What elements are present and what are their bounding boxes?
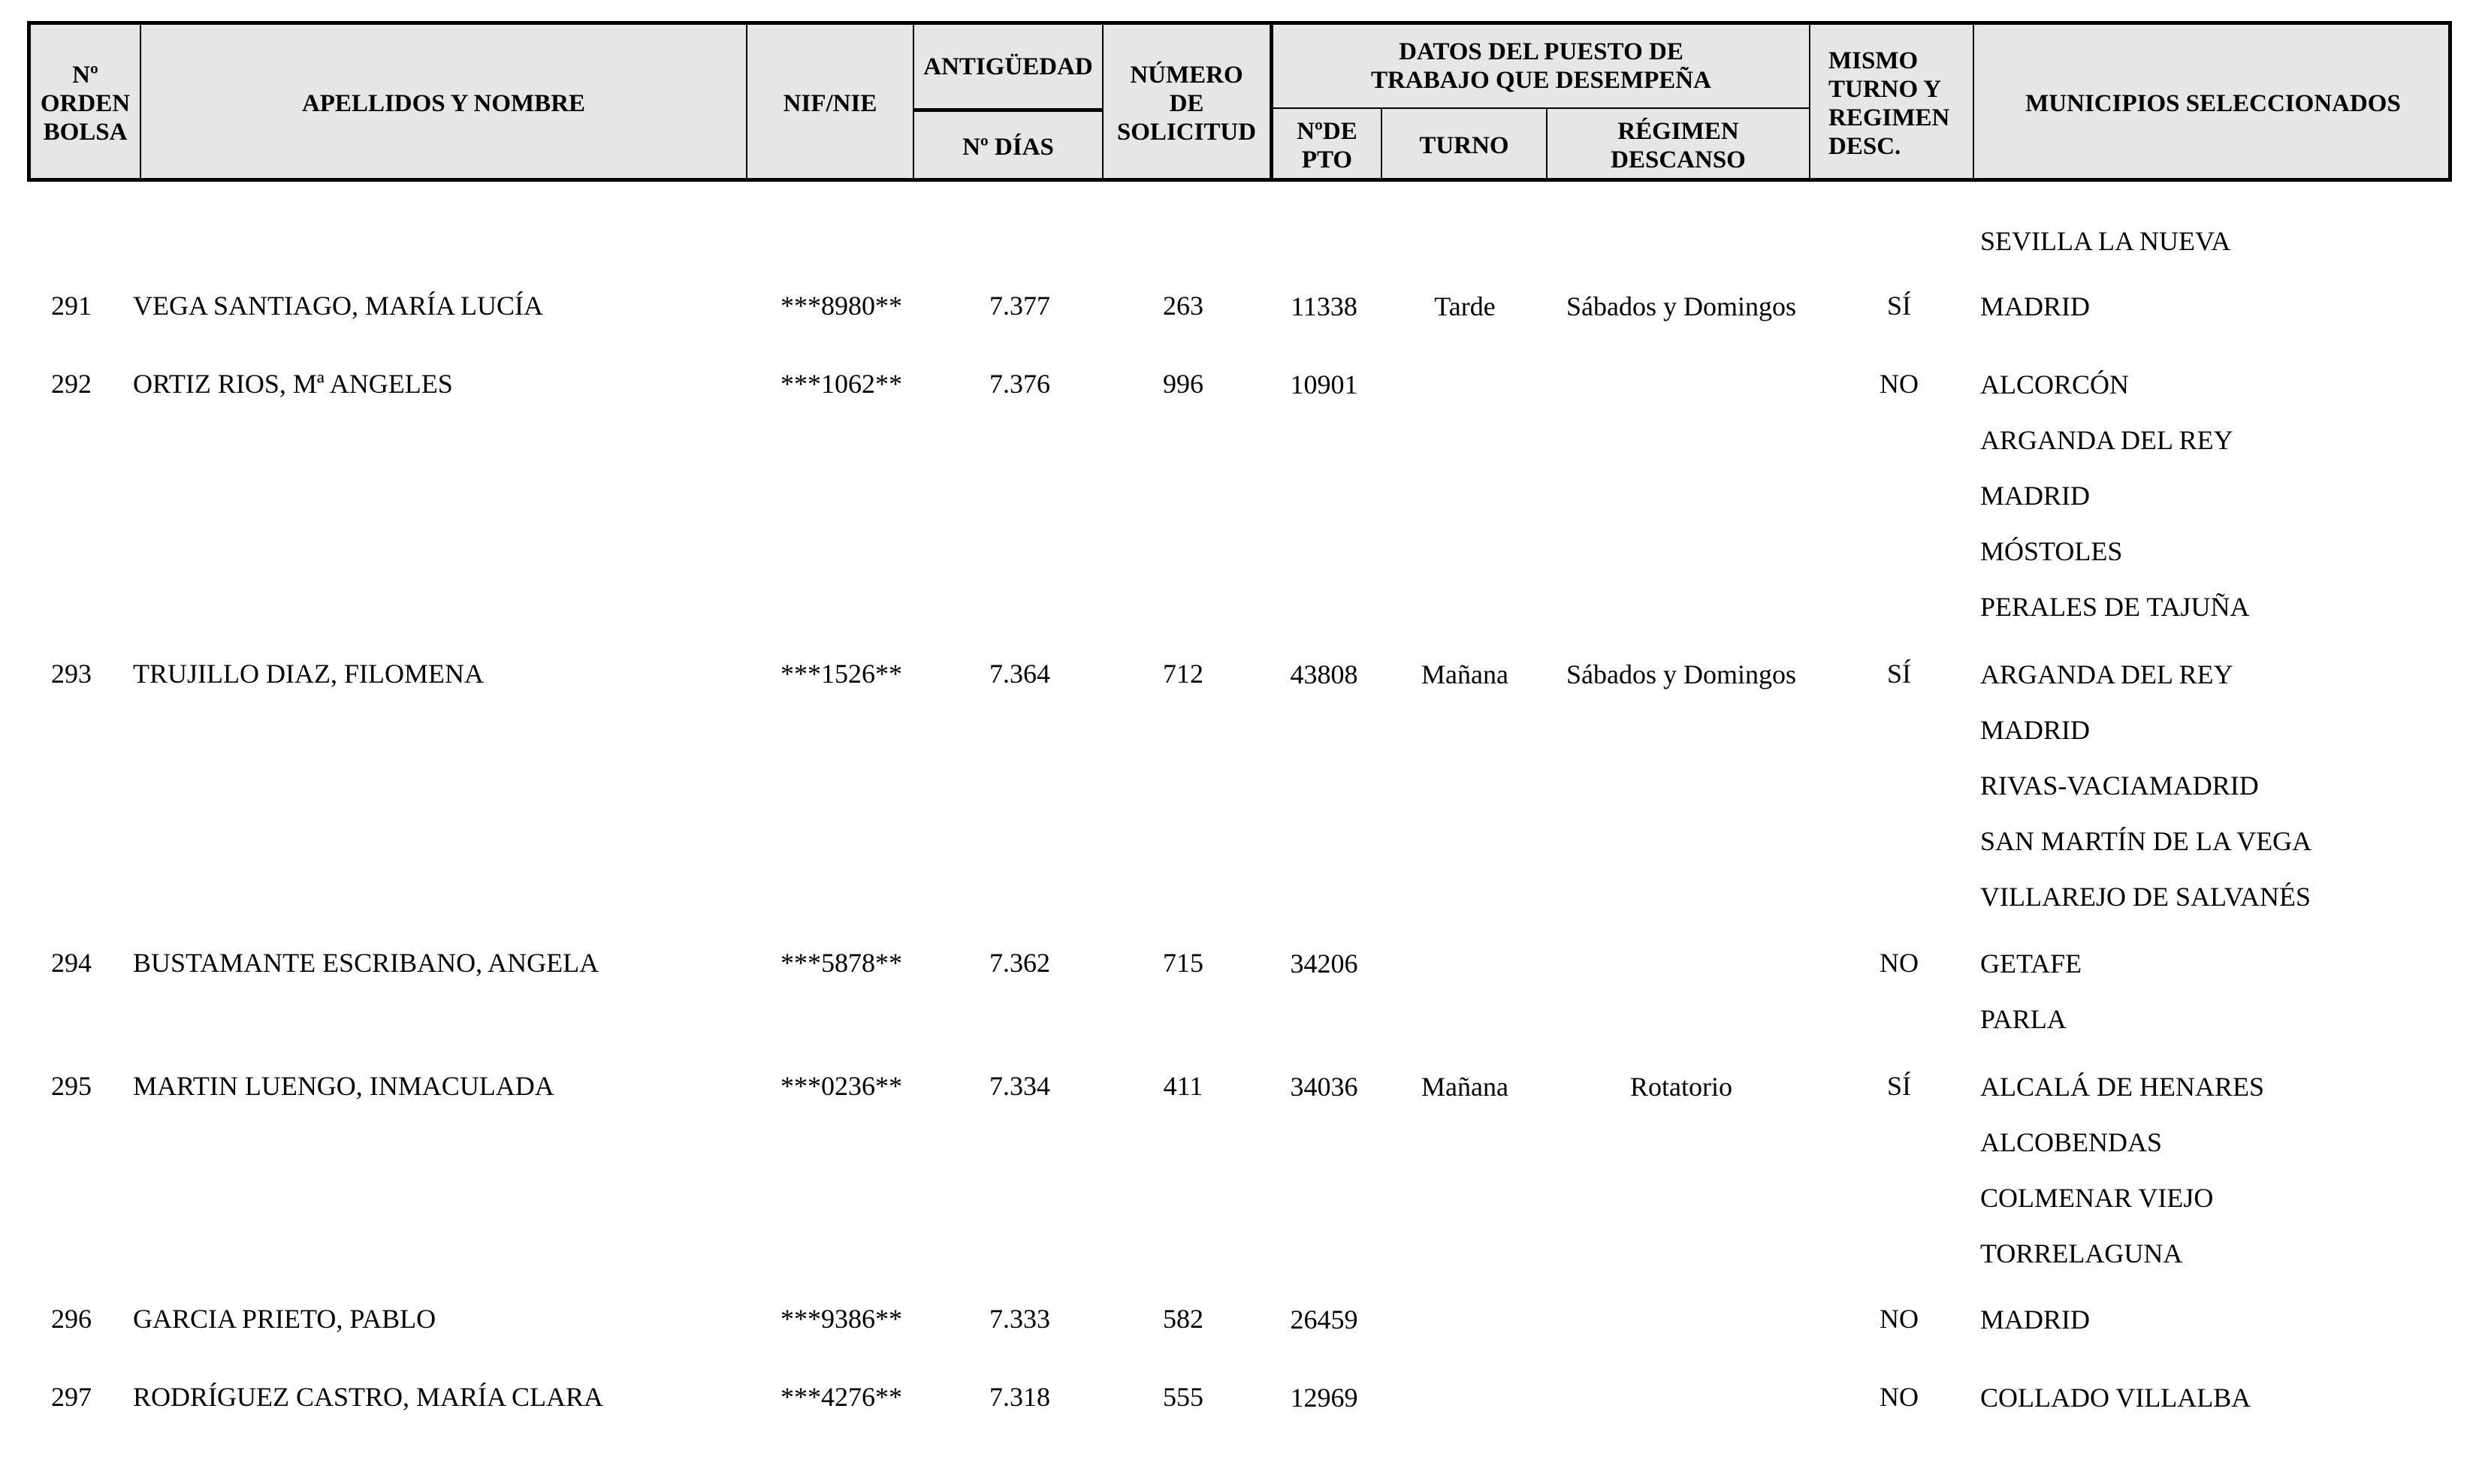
num-dias: 7.377 [989, 291, 1050, 321]
mismo-turno: SÍ [1886, 291, 1911, 321]
num-dias: 7.333 [989, 1304, 1050, 1334]
num-pto: 26459 [1290, 1305, 1358, 1335]
num-solicitud: 996 [1163, 369, 1203, 399]
num-solicitud: 411 [1163, 1071, 1203, 1101]
municipio: ALCORCÓN [1980, 369, 2130, 400]
num-solicitud: 582 [1163, 1304, 1203, 1334]
orden-bolsa: 292 [51, 369, 92, 399]
table-header [27, 21, 2452, 182]
regimen-descanso: Sábados y Domingos [1566, 291, 1796, 321]
mismo-turno: SÍ [1886, 1071, 1911, 1101]
municipio: RIVAS-VACIAMADRID [1980, 771, 2259, 801]
municipio: MÓSTOLES [1980, 536, 2123, 566]
turno: Mañana [1421, 659, 1508, 689]
num-pto: 10901 [1290, 369, 1358, 400]
header-dias: Nº DÍAS [962, 133, 1054, 161]
apellidos-nombre: TRUJILLO DIAZ, FILOMENA [133, 659, 484, 689]
municipio: COLMENAR VIEJO [1980, 1183, 2214, 1213]
header-mismo-turno: MISMO TURNO Y REGIMEN DESC. [1828, 47, 1950, 160]
header-pto: NºDE PTO [1297, 117, 1357, 173]
apellidos-nombre: MARTIN LUENGO, INMACULADA [133, 1071, 554, 1101]
header-antiguedad: ANTIGÜEDAD [923, 53, 1093, 80]
municipio: ARGANDA DEL REY [1980, 659, 2233, 689]
num-dias: 7.334 [989, 1071, 1050, 1101]
num-solicitud: 555 [1163, 1382, 1203, 1412]
num-solicitud: 715 [1163, 948, 1203, 978]
municipio: ALCOBENDAS [1980, 1127, 2163, 1157]
nif-nie: ***1062** [781, 369, 902, 399]
orden-bolsa: 295 [51, 1071, 92, 1101]
municipio: GETAFE [1980, 949, 2082, 979]
mismo-turno: NO [1880, 1382, 1919, 1412]
num-pto: 11338 [1291, 291, 1357, 321]
header-municipios: MUNICIPIOS SELECCIONADOS [2025, 89, 2401, 117]
header-datos-puesto: DATOS DEL PUESTO DE TRABAJO QUE DESEMPEÑA [1371, 38, 1711, 94]
regimen-descanso: Sábados y Domingos [1566, 659, 1796, 689]
num-pto: 12969 [1290, 1383, 1358, 1413]
turno: Tarde [1434, 291, 1496, 321]
apellidos-nombre: VEGA SANTIAGO, MARÍA LUCÍA [133, 291, 543, 321]
municipio: COLLADO VILLALBA [1980, 1383, 2251, 1413]
municipio: ALCALÁ DE HENARES [1980, 1072, 2264, 1102]
apellidos-nombre: BUSTAMANTE ESCRIBANO, ANGELA [133, 948, 599, 978]
municipio: PARLA [1980, 1004, 2067, 1034]
apellidos-nombre: RODRÍGUEZ CASTRO, MARÍA CLARA [133, 1382, 604, 1412]
nif-nie: ***1526** [781, 659, 902, 689]
municipio: VILLAREJO DE SALVANÉS [1980, 882, 2311, 912]
mismo-turno: NO [1880, 369, 1919, 399]
header-turno: TURNO [1419, 131, 1509, 159]
num-solicitud: 712 [1163, 659, 1203, 689]
orden-bolsa: 293 [51, 659, 92, 689]
apellidos-nombre: ORTIZ RIOS, Mª ANGELES [133, 369, 453, 399]
apellidos-nombre: GARCIA PRIETO, PABLO [133, 1304, 436, 1334]
header-regimen: RÉGIMEN DESCANSO [1611, 117, 1746, 173]
nif-nie: ***4276** [781, 1382, 902, 1412]
num-pto: 34036 [1290, 1072, 1358, 1102]
mismo-turno: NO [1880, 948, 1919, 978]
municipio: MADRID [1980, 291, 2091, 321]
municipio: TORRELAGUNA [1980, 1238, 2183, 1268]
header-apellidos: APELLIDOS Y NOMBRE [301, 89, 586, 117]
header-nif: NIF/NIE [783, 89, 877, 117]
mismo-turno: NO [1880, 1304, 1919, 1334]
nif-nie: ***0236** [781, 1071, 902, 1101]
num-pto: 34206 [1290, 949, 1358, 979]
carryover-municipio: SEVILLA LA NUEVA [1980, 226, 2231, 256]
orden-bolsa: 294 [51, 948, 92, 978]
orden-bolsa: 291 [51, 291, 92, 321]
municipio: MADRID [1980, 715, 2091, 745]
num-dias: 7.364 [989, 659, 1050, 689]
nif-nie: ***8980** [781, 291, 902, 321]
nif-nie: ***5878** [781, 948, 902, 978]
num-dias: 7.318 [989, 1382, 1050, 1412]
mismo-turno: SÍ [1886, 659, 1911, 689]
municipio: ARGANDA DEL REY [1980, 425, 2233, 455]
orden-bolsa: 297 [51, 1382, 92, 1412]
header-numero-solicitud: NÚMERO DE SOLICITUD [1116, 61, 1257, 146]
municipio: PERALES DE TAJUÑA [1980, 592, 2250, 622]
num-dias: 7.362 [989, 948, 1050, 978]
header-orden: Nº ORDEN BOLSA [40, 61, 131, 146]
num-dias: 7.376 [989, 369, 1050, 399]
municipio: SAN MARTÍN DE LA VEGA [1980, 826, 2312, 856]
turno: Mañana [1421, 1072, 1508, 1102]
nif-nie: ***9386** [781, 1304, 902, 1334]
orden-bolsa: 296 [51, 1304, 92, 1334]
municipio: MADRID [1980, 481, 2091, 511]
municipio: MADRID [1980, 1305, 2091, 1335]
regimen-descanso: Rotatorio [1630, 1072, 1732, 1102]
num-pto: 43808 [1290, 659, 1358, 689]
num-solicitud: 263 [1163, 291, 1203, 321]
